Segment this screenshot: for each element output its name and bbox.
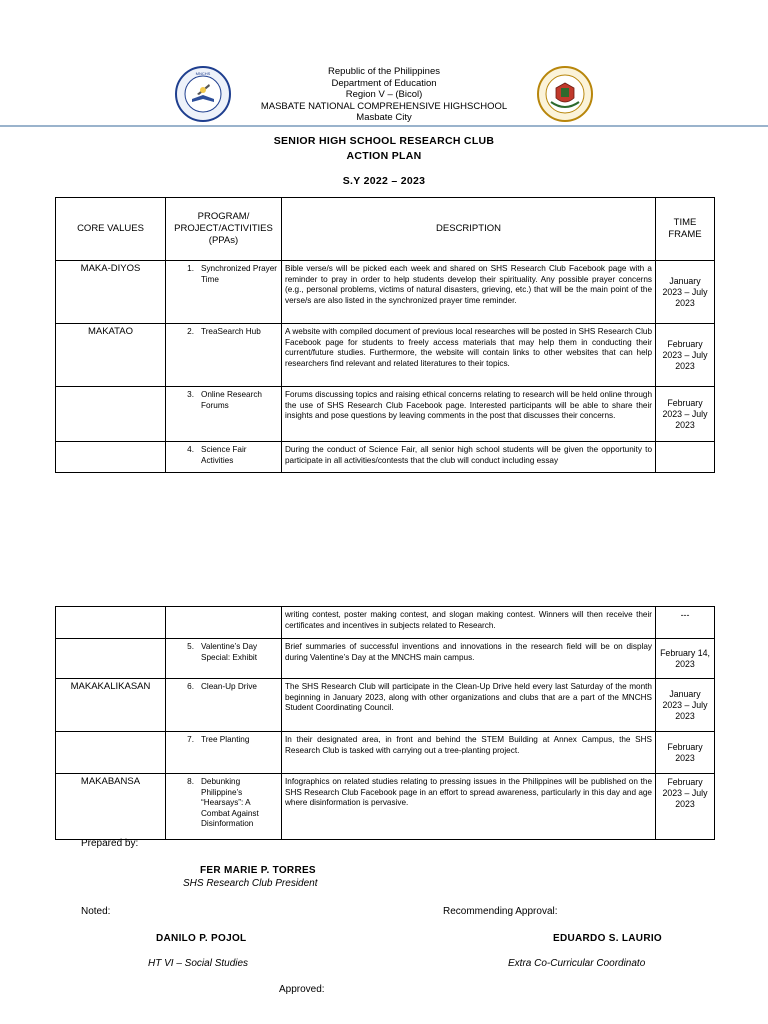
header-description: DESCRIPTION: [282, 198, 656, 261]
program-cell: [166, 387, 282, 442]
program-number: 2.: [187, 327, 194, 336]
core-value-cell: MAKAKALIKASAN: [56, 679, 166, 732]
time-frame-cell: February 2023 – July 2023: [656, 387, 715, 442]
program-name: TreaSearch Hub: [201, 327, 261, 336]
noted-name: DANILO P. POJOL: [156, 933, 247, 944]
time-frame-cell: January 2023 – July 2023: [656, 679, 715, 732]
letterhead-school: MASBATE NATIONAL COMPREHENSIVE HIGHSCHOOL: [260, 100, 508, 112]
recommending-name: EDUARDO S. LAURIO: [553, 933, 662, 944]
table-header-row: [56, 198, 715, 261]
action-plan-table: [55, 197, 715, 473]
description-cell: During the conduct of Science Fair, all senior high school students will be given the opportunity to participate in all activities/contests that the club will conduct including essay: [282, 442, 656, 473]
program-name: Science Fair Activities: [201, 445, 247, 465]
core-value-cell: MAKABANSA: [56, 774, 166, 840]
core-value-cell: [56, 732, 166, 774]
program-number: 3.: [187, 390, 194, 399]
table-row: [56, 639, 715, 679]
core-value-cell: [56, 442, 166, 473]
program-name: Online Research Forums: [201, 390, 262, 410]
program-name: Synchronized Prayer Time: [201, 264, 277, 284]
program-cell: [166, 324, 282, 387]
recommending-role: Extra Co-Curricular Coordinato: [508, 958, 646, 969]
approved-label: Approved:: [279, 984, 325, 995]
core-value-cell: MAKATAO: [56, 324, 166, 387]
prepared-by-role: SHS Research Club President: [183, 878, 318, 889]
core-value-cell: MAKA-DIYOS: [56, 261, 166, 324]
time-frame-cell: February 2023 – July 2023: [656, 774, 715, 840]
description-cell: writing contest, poster making contest, and slogan making contest. Winners will then receive their certificates and incentives in subjects related to Research.: [282, 607, 656, 639]
program-cell: [166, 261, 282, 324]
program-number: 1.: [187, 264, 194, 273]
header-program: PROGRAM/ PROJECT/ACTIVITIES (PPAs): [166, 198, 282, 261]
time-frame-cell: February 14, 2023: [656, 639, 715, 679]
letterhead-city: Masbate City: [356, 112, 412, 123]
description-cell: Brief summaries of successful inventions and innovations in the research field will be on display during Valentine’s Day at the MNCHS main campus.: [282, 639, 656, 679]
description-cell: Bible verse/s will be picked each week and shared on SHS Research Club Facebook page with a reminder to pray in order to help students develop their spirituality. Any possible prayer concerns (e.g., personal problems, victims of natural disasters, grieving, etc.) that will be the main point of the verse/s are also listed in the synchronized prayer time reminder.: [282, 261, 656, 324]
svg-text:MNCHS: MNCHS: [195, 71, 211, 76]
core-value-cell: [56, 639, 166, 679]
table-row: [56, 732, 715, 774]
program-cell: [166, 639, 282, 679]
letterhead-region: Region V – (Bicol): [345, 89, 423, 100]
header-time-frame: TIME FRAME: [656, 198, 715, 261]
program-number: 7.: [187, 735, 194, 744]
program-cell: [166, 442, 282, 473]
program-name: Clean-Up Drive: [201, 682, 257, 691]
header-core-values: CORE VALUES: [56, 198, 166, 261]
description-cell: In their designated area, in front and behind the STEM Building at Annex Campus, the SHS Research Club is tasked with carrying out a tree-planting project.: [282, 732, 656, 774]
school-year: S.Y 2022 – 2023: [342, 175, 426, 187]
letterhead: [200, 66, 568, 124]
program-number: 6.: [187, 682, 194, 691]
program-cell: [166, 607, 282, 639]
document-title: SENIOR HIGH SCHOOL RESEARCH CLUB: [273, 135, 495, 147]
table-row: [56, 261, 715, 324]
table-row: [56, 387, 715, 442]
core-value-cell: [56, 607, 166, 639]
table-row: [56, 679, 715, 732]
program-number: 8.: [187, 777, 194, 786]
header-divider: [0, 125, 768, 127]
time-frame-cell: [656, 442, 715, 473]
program-number: 5.: [187, 642, 194, 651]
letterhead-republic: Republic of the Philippines: [328, 66, 440, 77]
program-number: 4.: [187, 445, 194, 454]
table-row: [56, 442, 715, 473]
action-plan-table-continued: [55, 606, 715, 840]
description-cell: Forums discussing topics and raising ethical concerns relating to research will be held online through the use of SHS Research Club Facebook page. Interested participants will be able to share their insights and pose questions by leaving comments in the post that discusses their concerns.: [282, 387, 656, 442]
program-name: Valentine’s Day Special: Exhibit: [201, 642, 258, 662]
document-subtitle: ACTION PLAN: [346, 150, 422, 162]
description-cell: A website with compiled document of previous local researches will be posted in SHS Research Club Facebook page for students to freely access materials that may help them in conducting their current/future studies. Furthermore, the website will contain links to other websites that can help researchers find relevant and related literatures to their topics.: [282, 324, 656, 387]
table-row: [56, 324, 715, 387]
prepared-by-name: FER MARIE P. TORRES: [200, 865, 316, 876]
time-frame-cell: January 2023 – July 2023: [656, 261, 715, 324]
recommending-approval-label: Recommending Approval:: [443, 906, 558, 917]
program-cell: [166, 679, 282, 732]
table-row: [56, 774, 715, 840]
program-name: Debunking Philippine’s “Hearsays”: A Combat Against Disinformation: [201, 777, 259, 828]
noted-role: HT VI – Social Studies: [148, 958, 249, 969]
letterhead-deped: Department of Education: [331, 77, 437, 89]
program-name: Tree Planting: [201, 735, 250, 744]
time-frame-cell: ---: [656, 607, 715, 639]
time-frame-cell: February 2023 – July 2023: [656, 324, 715, 387]
description-cell: The SHS Research Club will participate in the Clean-Up Drive held every last Saturday of the month beginning in January 2023, along with other organizations and clubs that are a part of the MNCHS Student Coordinating Council.: [282, 679, 656, 732]
time-frame-cell: February 2023: [656, 732, 715, 774]
table-row: [56, 607, 715, 639]
program-cell: [166, 732, 282, 774]
prepared-by-label: Prepared by:: [81, 838, 139, 849]
description-cell: Infographics on related studies relating to pressing issues in the Philippines will be published on the SHS Research Club Facebook page in an effort to spread awareness, particularly in this day and age where disinformation is pervasive.: [282, 774, 656, 840]
program-cell: [166, 774, 282, 840]
noted-label: Noted:: [81, 906, 111, 917]
core-value-cell: [56, 387, 166, 442]
